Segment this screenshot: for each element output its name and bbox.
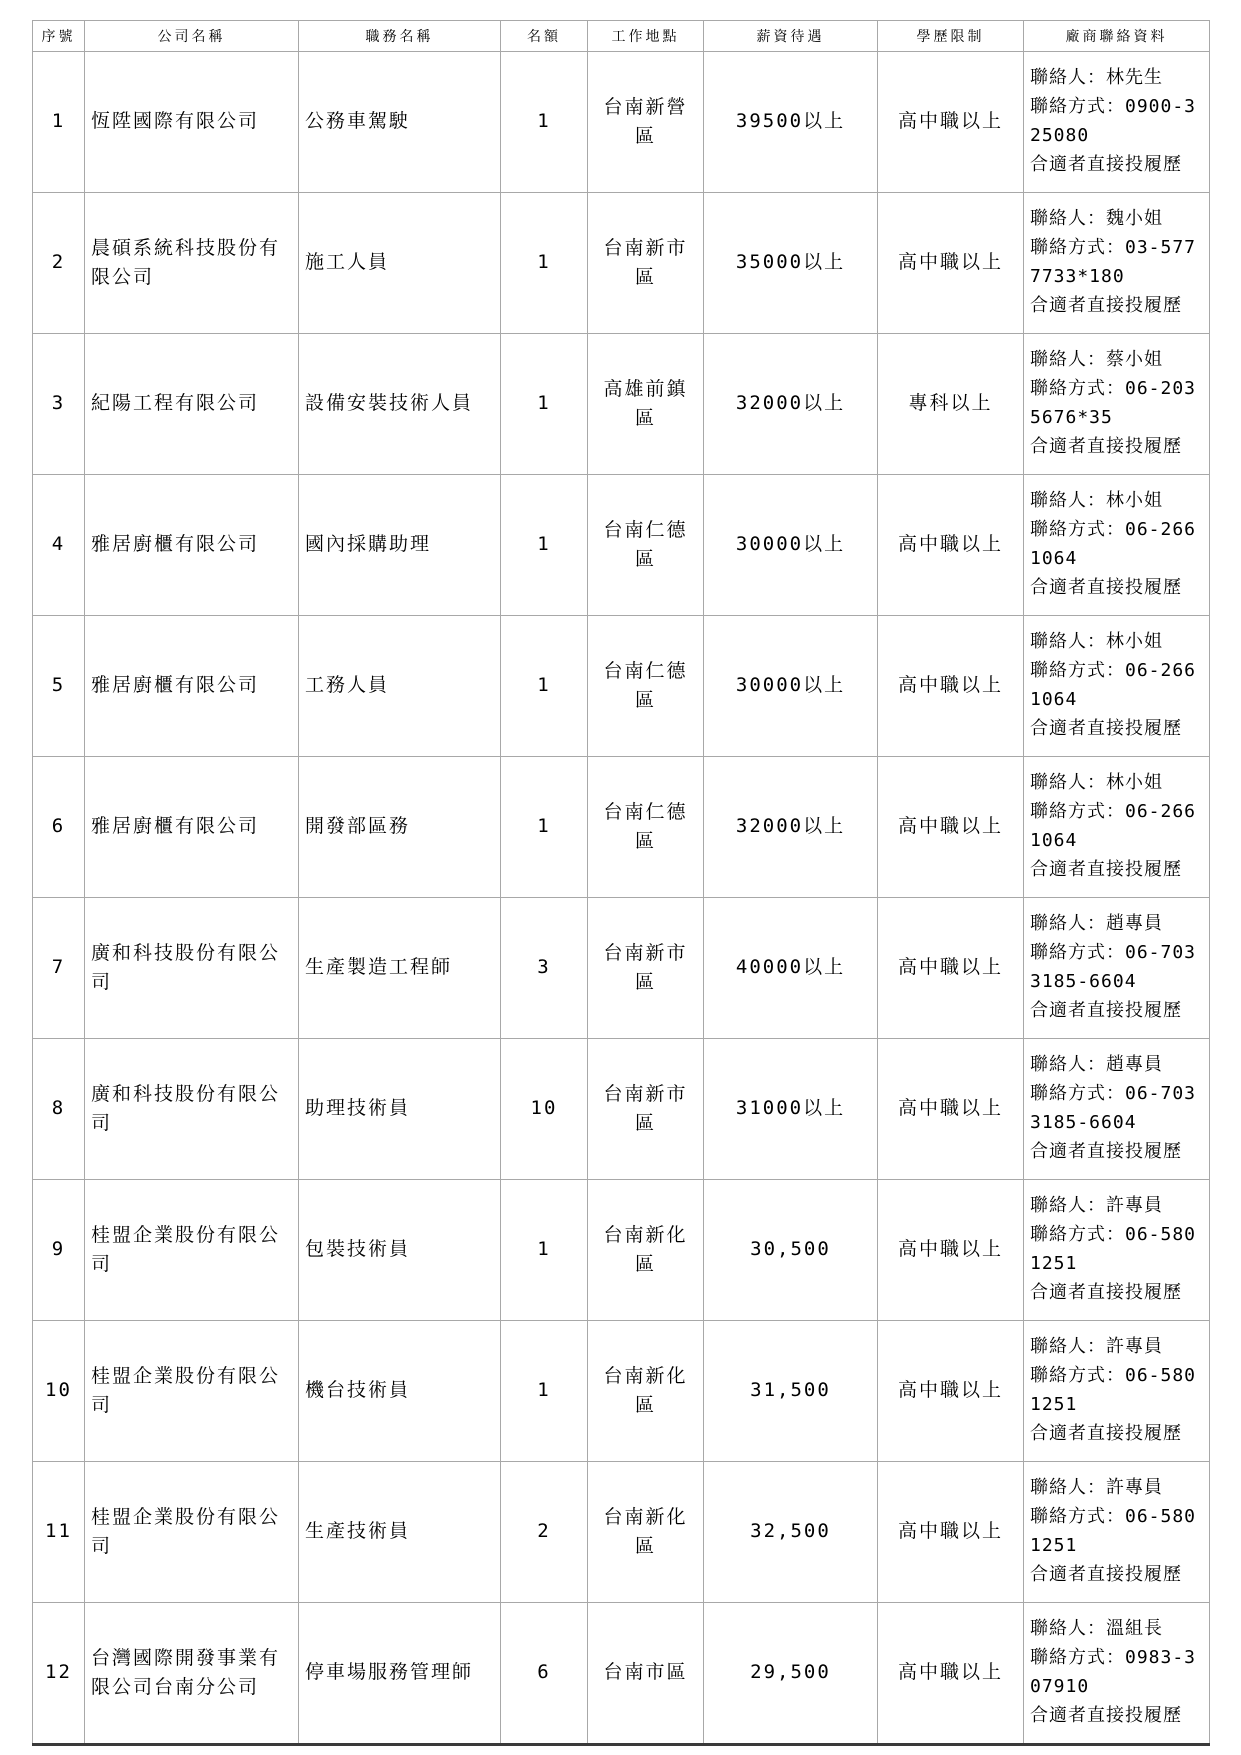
cell-quota: 1 <box>501 757 588 898</box>
job-table <box>32 20 1210 1746</box>
col-header-quota: 名額 <box>501 21 588 52</box>
cell-salary: 32,500 <box>704 1462 878 1603</box>
cell-company: 台灣國際開發事業有限公司台南分公司 <box>85 1603 299 1745</box>
cell-no: 7 <box>33 898 85 1039</box>
cell-contact <box>1024 757 1210 898</box>
contact-method: 聯絡方式：06-7033185-6604 <box>1030 1083 1197 1133</box>
col-header-no: 序號 <box>33 21 85 52</box>
job-table-body <box>33 52 1210 1745</box>
cell-salary: 32000以上 <box>704 334 878 475</box>
cell-salary: 40000以上 <box>704 898 878 1039</box>
contact-person: 聯絡人：林先生 <box>1030 67 1163 89</box>
col-header-education: 學歷限制 <box>878 21 1024 52</box>
cell-company: 紀陽工程有限公司 <box>85 334 299 475</box>
cell-education: 高中職以上 <box>878 1039 1024 1180</box>
contact-method: 聯絡方式：06-5801251 <box>1030 1224 1197 1274</box>
cell-no: 2 <box>33 193 85 334</box>
cell-company: 廣和科技股份有限公司 <box>85 1039 299 1180</box>
cell-location: 台南仁德區 <box>588 475 704 616</box>
contact-person: 聯絡人：林小姐 <box>1030 772 1163 794</box>
cell-salary: 39500以上 <box>704 52 878 193</box>
table-row <box>33 1180 1210 1321</box>
cell-salary: 30000以上 <box>704 475 878 616</box>
contact-method: 聯絡方式：03-5777733*180 <box>1030 237 1197 287</box>
cell-quota: 3 <box>501 898 588 1039</box>
cell-company: 桂盟企業股份有限公司 <box>85 1180 299 1321</box>
contact-method: 聯絡方式：06-5801251 <box>1030 1506 1197 1556</box>
cell-location: 台南新化區 <box>588 1462 704 1603</box>
contact-person: 聯絡人：趙專員 <box>1030 1054 1163 1076</box>
cell-contact <box>1024 1180 1210 1321</box>
cell-no: 1 <box>33 52 85 193</box>
cell-no: 8 <box>33 1039 85 1180</box>
cell-contact <box>1024 334 1210 475</box>
cell-no: 5 <box>33 616 85 757</box>
cell-education: 高中職以上 <box>878 1462 1024 1603</box>
cell-contact <box>1024 1321 1210 1462</box>
cell-education: 高中職以上 <box>878 898 1024 1039</box>
cell-education: 高中職以上 <box>878 193 1024 334</box>
cell-education: 高中職以上 <box>878 1603 1024 1745</box>
cell-salary: 35000以上 <box>704 193 878 334</box>
contact-note: 合適者直接投履歷 <box>1030 1704 1182 1726</box>
col-header-title: 職務名稱 <box>299 21 501 52</box>
table-header-row <box>33 21 1210 52</box>
cell-contact <box>1024 193 1210 334</box>
contact-person: 聯絡人：蔡小姐 <box>1030 349 1163 371</box>
contact-person: 聯絡人：趙專員 <box>1030 913 1163 935</box>
cell-company: 晨碩系統科技股份有限公司 <box>85 193 299 334</box>
cell-company: 雅居廚櫃有限公司 <box>85 616 299 757</box>
cell-salary: 31,500 <box>704 1321 878 1462</box>
cell-quota: 1 <box>501 1180 588 1321</box>
cell-salary: 30000以上 <box>704 616 878 757</box>
table-row <box>33 898 1210 1039</box>
cell-salary: 30,500 <box>704 1180 878 1321</box>
col-header-salary: 薪資待遇 <box>704 21 878 52</box>
cell-education: 高中職以上 <box>878 1321 1024 1462</box>
contact-person: 聯絡人：許專員 <box>1030 1336 1163 1358</box>
col-header-location: 工作地點 <box>588 21 704 52</box>
cell-location: 台南新營區 <box>588 52 704 193</box>
cell-no: 10 <box>33 1321 85 1462</box>
table-row <box>33 1603 1210 1745</box>
contact-method: 聯絡方式：06-2661064 <box>1030 801 1197 851</box>
cell-company: 桂盟企業股份有限公司 <box>85 1462 299 1603</box>
cell-quota: 1 <box>501 475 588 616</box>
contact-person: 聯絡人：林小姐 <box>1030 490 1163 512</box>
cell-no: 6 <box>33 757 85 898</box>
cell-title: 施工人員 <box>299 193 501 334</box>
cell-education: 高中職以上 <box>878 757 1024 898</box>
cell-quota: 1 <box>501 334 588 475</box>
cell-location: 台南新化區 <box>588 1180 704 1321</box>
contact-note: 合適者直接投履歷 <box>1030 294 1182 316</box>
contact-person: 聯絡人：許專員 <box>1030 1477 1163 1499</box>
contact-note: 合適者直接投履歷 <box>1030 1281 1182 1303</box>
cell-location: 台南新市區 <box>588 898 704 1039</box>
cell-contact <box>1024 52 1210 193</box>
contact-method: 聯絡方式：0900-325080 <box>1030 96 1197 146</box>
cell-title: 開發部區務 <box>299 757 501 898</box>
cell-quota: 1 <box>501 193 588 334</box>
contact-note: 合適者直接投履歷 <box>1030 717 1182 739</box>
cell-location: 高雄前鎮區 <box>588 334 704 475</box>
contact-method: 聯絡方式：06-5801251 <box>1030 1365 1197 1415</box>
cell-company: 恆陞國際有限公司 <box>85 52 299 193</box>
table-row <box>33 475 1210 616</box>
cell-company: 雅居廚櫃有限公司 <box>85 757 299 898</box>
cell-company: 廣和科技股份有限公司 <box>85 898 299 1039</box>
contact-note: 合適者直接投履歷 <box>1030 1563 1182 1585</box>
contact-note: 合適者直接投履歷 <box>1030 153 1182 175</box>
cell-location: 台南新化區 <box>588 1321 704 1462</box>
cell-contact <box>1024 475 1210 616</box>
col-header-contact: 廠商聯絡資料 <box>1024 21 1210 52</box>
contact-note: 合適者直接投履歷 <box>1030 435 1182 457</box>
table-row <box>33 757 1210 898</box>
cell-education: 高中職以上 <box>878 475 1024 616</box>
cell-no: 11 <box>33 1462 85 1603</box>
cell-no: 12 <box>33 1603 85 1745</box>
cell-no: 9 <box>33 1180 85 1321</box>
cell-education: 高中職以上 <box>878 52 1024 193</box>
contact-method: 聯絡方式：06-2661064 <box>1030 519 1197 569</box>
cell-contact <box>1024 898 1210 1039</box>
cell-title: 機台技術員 <box>299 1321 501 1462</box>
cell-contact <box>1024 616 1210 757</box>
contact-person: 聯絡人：溫組長 <box>1030 1618 1163 1640</box>
cell-salary: 31000以上 <box>704 1039 878 1180</box>
cell-salary: 32000以上 <box>704 757 878 898</box>
cell-quota: 1 <box>501 52 588 193</box>
cell-company: 桂盟企業股份有限公司 <box>85 1321 299 1462</box>
contact-person: 聯絡人：林小姐 <box>1030 631 1163 653</box>
table-row <box>33 52 1210 193</box>
cell-location: 台南新市區 <box>588 1039 704 1180</box>
table-row <box>33 1039 1210 1180</box>
cell-title: 公務車駕駛 <box>299 52 501 193</box>
contact-method: 聯絡方式：06-7033185-6604 <box>1030 942 1197 992</box>
cell-location: 台南仁德區 <box>588 757 704 898</box>
cell-contact <box>1024 1039 1210 1180</box>
cell-education: 高中職以上 <box>878 616 1024 757</box>
cell-contact <box>1024 1462 1210 1603</box>
cell-title: 生產技術員 <box>299 1462 501 1603</box>
cell-location: 台南仁德區 <box>588 616 704 757</box>
cell-education: 專科以上 <box>878 334 1024 475</box>
table-row <box>33 1321 1210 1462</box>
contact-person: 聯絡人：魏小姐 <box>1030 208 1163 230</box>
contact-method: 聯絡方式：0983-307910 <box>1030 1647 1197 1697</box>
cell-salary: 29,500 <box>704 1603 878 1745</box>
cell-quota: 10 <box>501 1039 588 1180</box>
col-header-company: 公司名稱 <box>85 21 299 52</box>
cell-no: 3 <box>33 334 85 475</box>
cell-no: 4 <box>33 475 85 616</box>
cell-contact <box>1024 1603 1210 1745</box>
cell-quota: 1 <box>501 1321 588 1462</box>
contact-note: 合適者直接投履歷 <box>1030 1422 1182 1444</box>
contact-person: 聯絡人：許專員 <box>1030 1195 1163 1217</box>
cell-title: 生產製造工程師 <box>299 898 501 1039</box>
cell-location: 台南市區 <box>588 1603 704 1745</box>
table-row <box>33 334 1210 475</box>
cell-title: 國內採購助理 <box>299 475 501 616</box>
cell-education: 高中職以上 <box>878 1180 1024 1321</box>
contact-note: 合適者直接投履歷 <box>1030 1140 1182 1162</box>
contact-method: 聯絡方式：06-2035676*35 <box>1030 378 1197 428</box>
cell-quota: 1 <box>501 616 588 757</box>
table-row <box>33 193 1210 334</box>
cell-title: 設備安裝技術人員 <box>299 334 501 475</box>
contact-method: 聯絡方式：06-2661064 <box>1030 660 1197 710</box>
contact-note: 合適者直接投履歷 <box>1030 576 1182 598</box>
cell-quota: 6 <box>501 1603 588 1745</box>
table-row <box>33 616 1210 757</box>
cell-title: 助理技術員 <box>299 1039 501 1180</box>
cell-location: 台南新市區 <box>588 193 704 334</box>
contact-note: 合適者直接投履歷 <box>1030 999 1182 1021</box>
cell-quota: 2 <box>501 1462 588 1603</box>
job-listing-page <box>32 20 1210 1746</box>
cell-title: 停車場服務管理師 <box>299 1603 501 1745</box>
contact-note: 合適者直接投履歷 <box>1030 858 1182 880</box>
table-row <box>33 1462 1210 1603</box>
cell-title: 工務人員 <box>299 616 501 757</box>
cell-title: 包裝技術員 <box>299 1180 501 1321</box>
cell-company: 雅居廚櫃有限公司 <box>85 475 299 616</box>
